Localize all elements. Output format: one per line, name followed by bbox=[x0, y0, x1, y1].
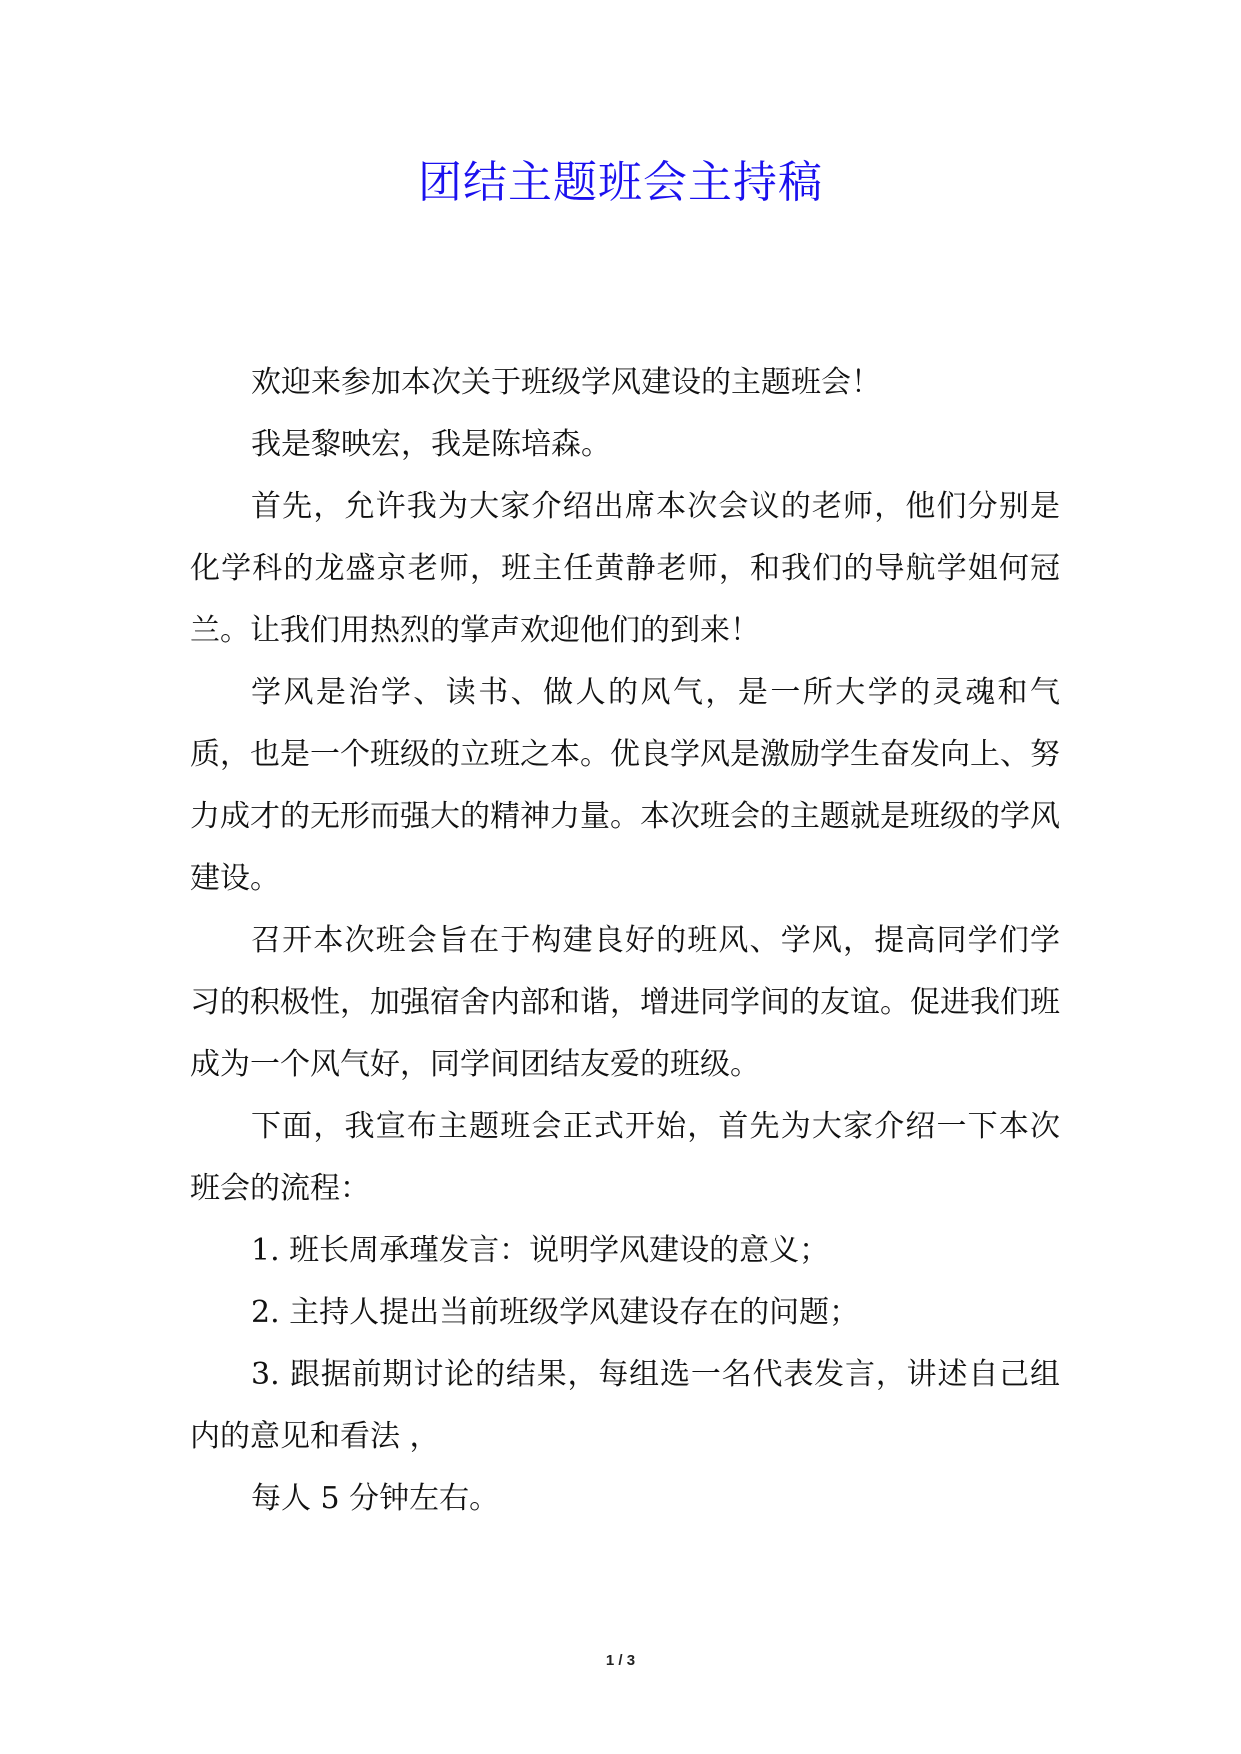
agenda-item-3: 3. 跟据前期讨论的结果，每组选一名代表发言，讲述自己组内的意见和看法 ， bbox=[190, 1357, 1060, 1454]
agenda-item-3-time: 每人 5 分钟左右。 bbox=[251, 1481, 500, 1516]
document-body bbox=[190, 352, 1060, 1530]
paragraph-study-style: 学风是治学、读书、做人的风气，是一所大学的灵魂和气质，也是一个班级的立班之本。优良学风是激励学生奋发向上、努力成才的无形而强大的精神力量。本次班会的主题就是班级的学风建设。 bbox=[190, 675, 1060, 896]
agenda-item-2: 2. 主持人提出当前班级学风建设存在的问题； bbox=[251, 1295, 860, 1330]
document-title: 团结主题班会主持稿 bbox=[418, 157, 823, 208]
paragraph-purpose: 召开本次班会旨在于构建良好的班风、学风，提高同学们学习的积极性，加强宿舍内部和谐，增进同学间的友谊。促进我们班成为一个风气好，同学间团结友爱的班级。 bbox=[190, 923, 1060, 1082]
paragraph-welcome: 欢迎来参加本次关于班级学风建设的主题班会！ bbox=[251, 365, 881, 400]
paragraph-hosts: 我是黎映宏，我是陈培森。 bbox=[251, 427, 611, 462]
agenda-item-1: 1. 班长周承瑾发言：说明学风建设的意义； bbox=[251, 1233, 830, 1268]
paragraph-teachers: 首先，允许我为大家介绍出席本次会议的老师，他们分别是化学科的龙盛京老师，班主任黄静老师，和我们的导航学姐何冠兰。让我们用热烈的掌声欢迎他们的到来！ bbox=[190, 489, 1060, 648]
page-number: 1 / 3 bbox=[605, 1652, 636, 1669]
paragraph-agenda-intro: 下面，我宣布主题班会正式开始，首先为大家介绍一下本次班会的流程： bbox=[190, 1109, 1060, 1206]
